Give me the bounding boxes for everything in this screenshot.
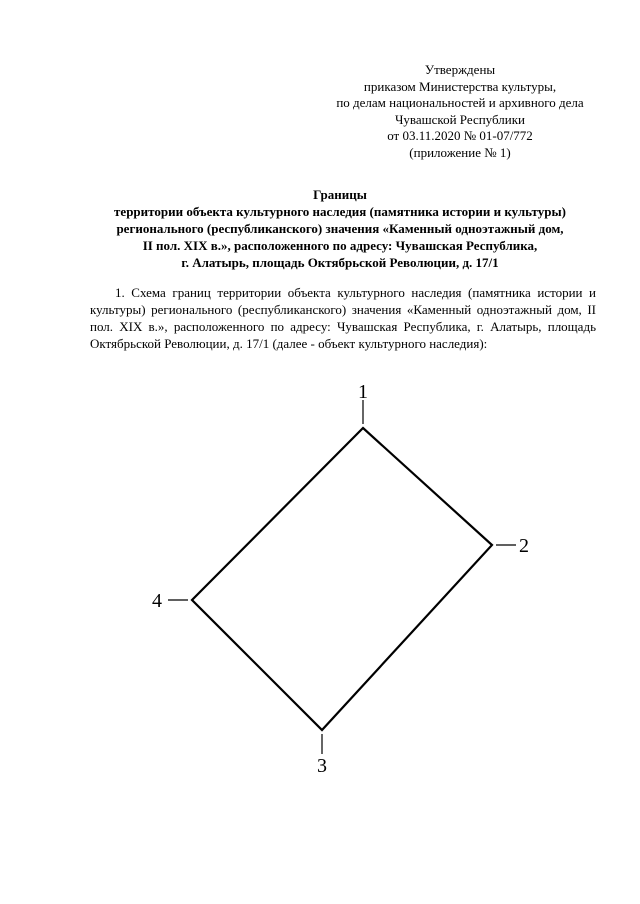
approval-line: по делам национальностей и архивного дела — [336, 95, 584, 110]
boundary-polygon — [192, 428, 492, 730]
boundary-scheme — [0, 370, 640, 790]
approval-line: от 03.11.2020 № 01-07/772 — [387, 128, 533, 143]
approval-line: Утверждены — [424, 62, 496, 77]
approval-line: Чувашской Республики — [394, 111, 526, 127]
approval-block — [300, 62, 620, 161]
scheme-description-paragraph: 1. Схема границ территории объекта культурного наследия (памятника истории и культуры) регионального (республиканского) значения «Каменный одноэтажный дом, II пол. XIX в.», расположенного по адресу: Чувашская Республика, г. Алатырь, площадь Октябрьской Революции, д. 17/1 (далее - объект культурного наследия): — [90, 285, 596, 351]
title-line: регионального (республиканского) значения «Каменный одноэтажный дом, — [116, 221, 564, 236]
approval-line: (приложение № 1) — [409, 144, 511, 160]
title-line: территории объекта культурного наследия (памятника истории и культуры) — [114, 204, 566, 219]
point-3-label: 3 — [317, 755, 327, 777]
point-1-label: 1 — [358, 381, 368, 403]
approval-line: приказом Министерства культуры, — [363, 78, 557, 94]
document-title — [80, 186, 600, 271]
title-line: г. Алатырь, площадь Октябрьской Революции, д. 17/1 — [181, 255, 499, 270]
title-line: II пол. XIX в.», расположенного по адресу: Чувашская Республика, — [142, 238, 538, 253]
point-2-label: 2 — [519, 535, 529, 557]
point-4-label: 4 — [152, 590, 162, 612]
title-line: Границы — [313, 187, 367, 202]
